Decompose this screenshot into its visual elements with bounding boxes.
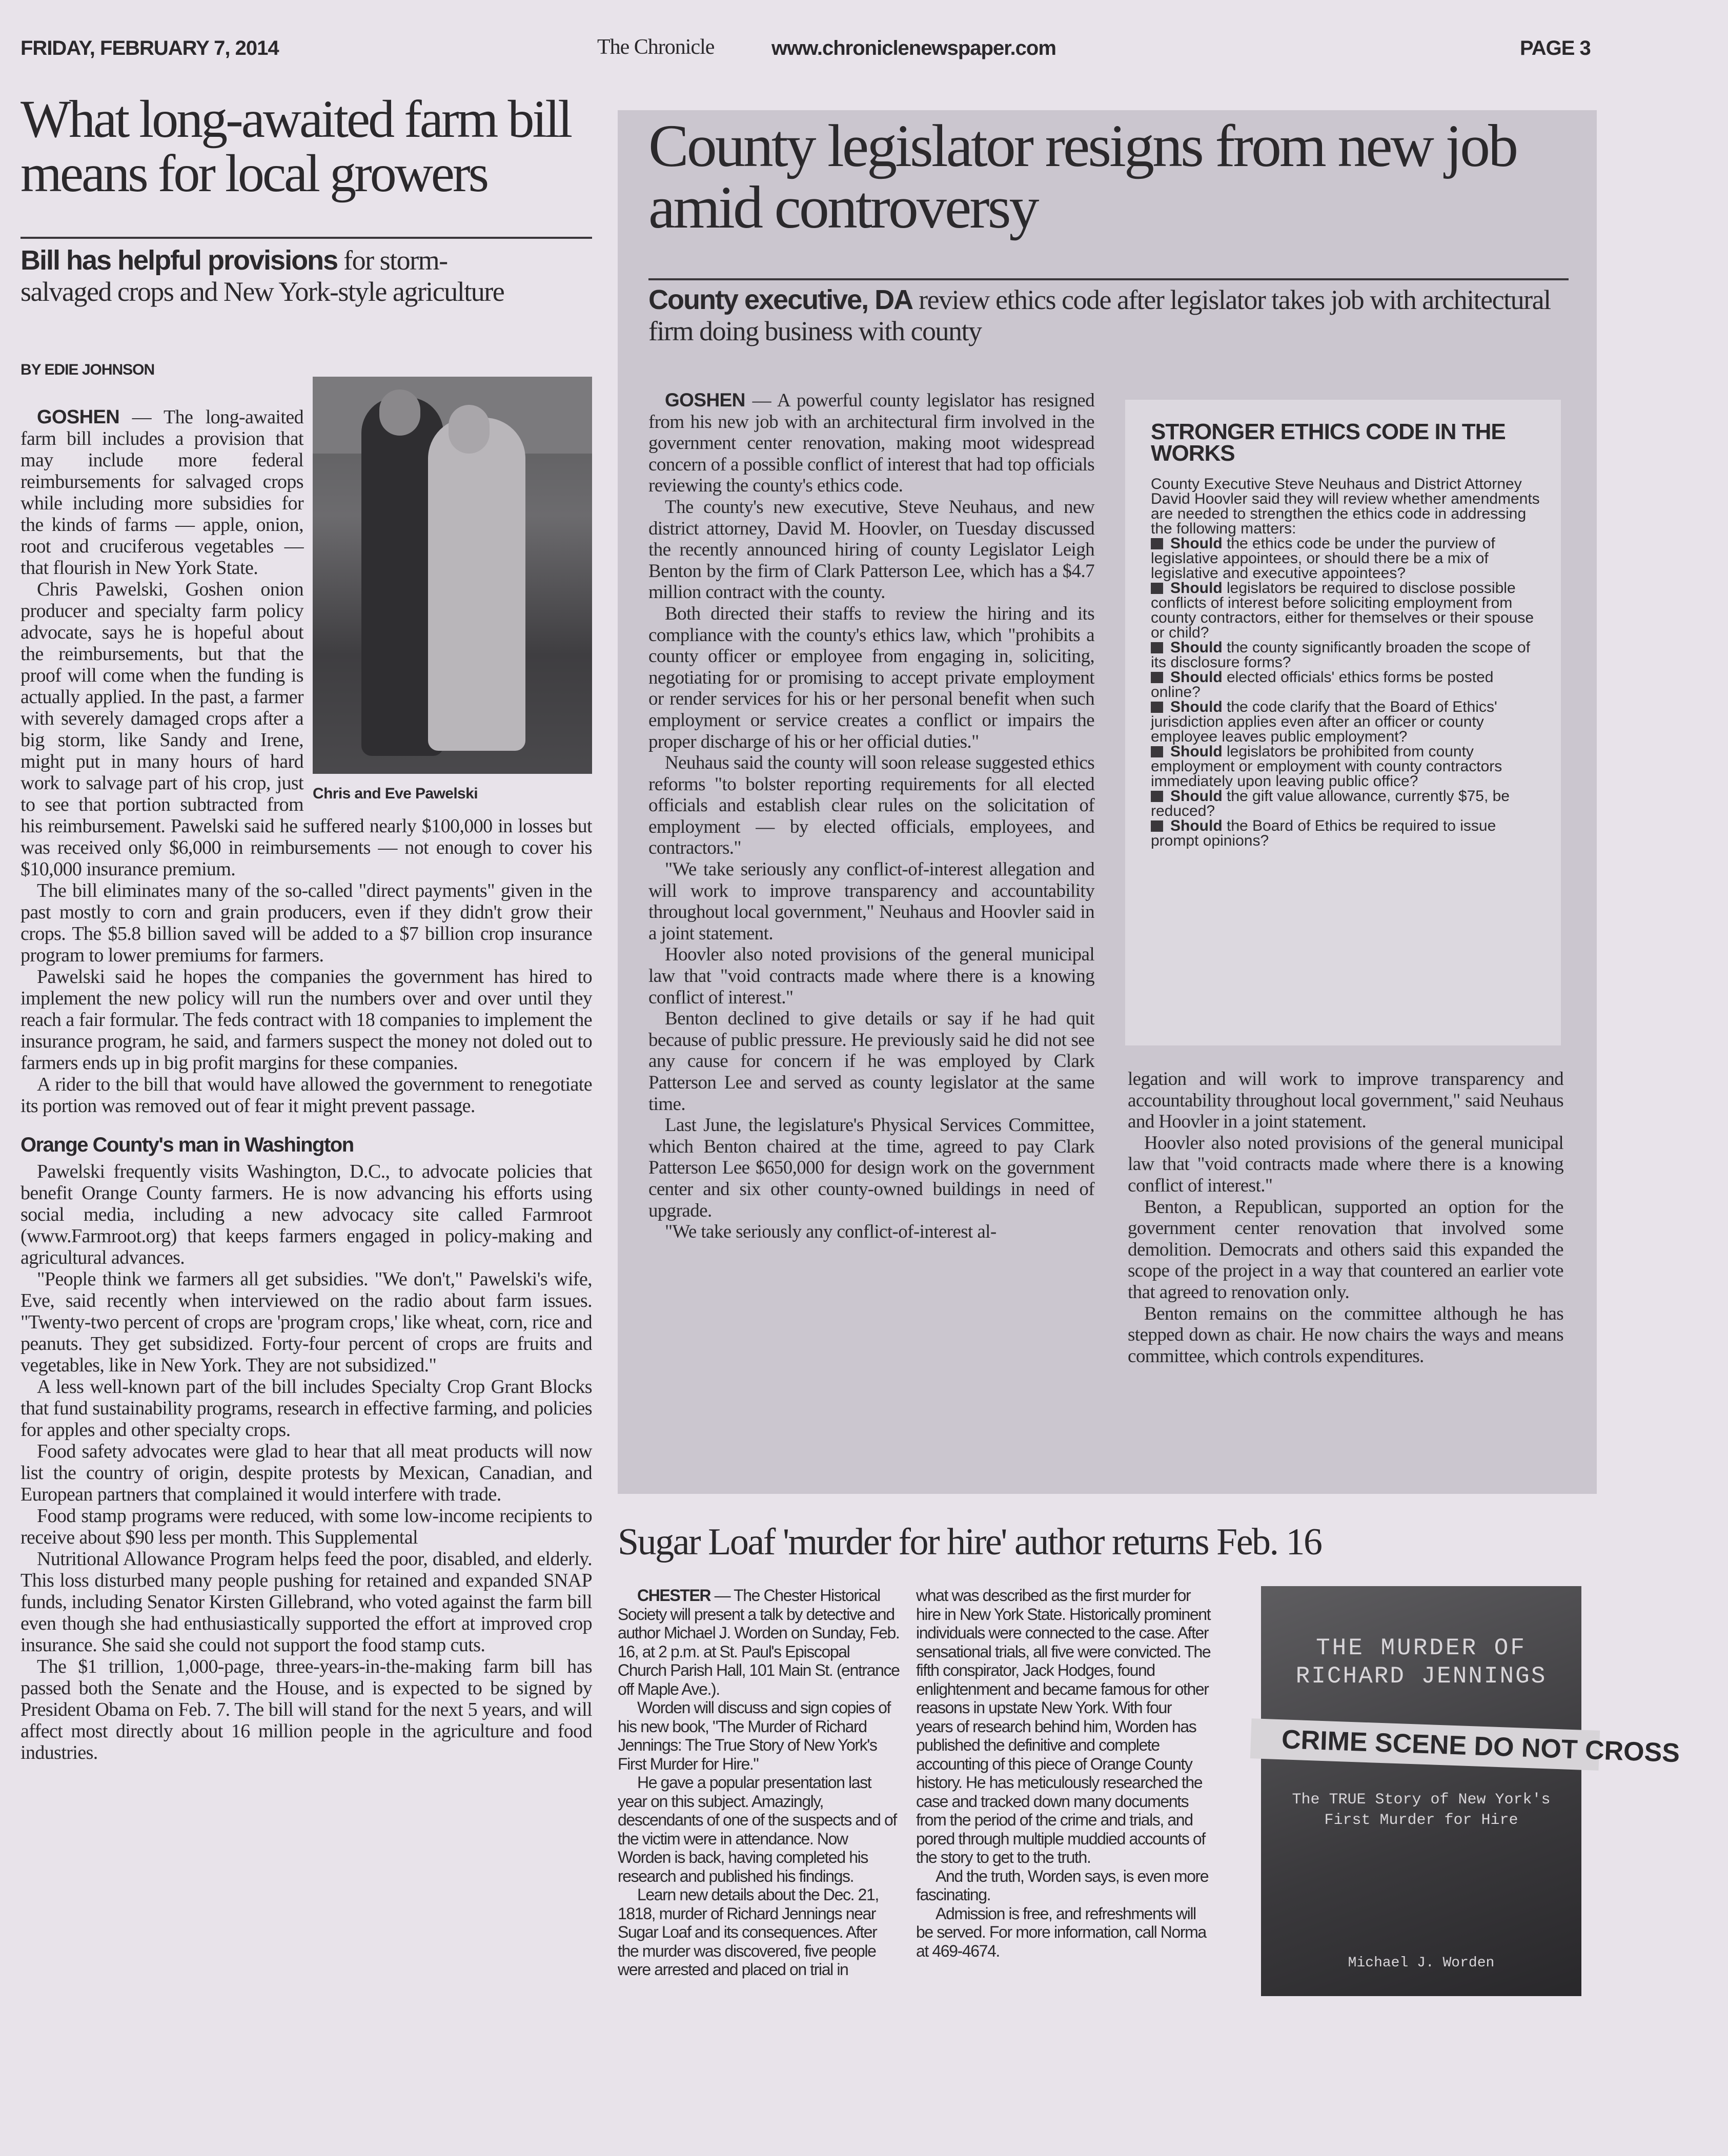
deck-bold: Bill has helpful provisions bbox=[21, 245, 338, 276]
paragraph: The bill eliminates many of the so-called "direct payments" given in the past mostly to corn and grain producers, even if they didn't grow their crops. The $5.8 billion saved will be added to a $7 billion crop insurance program to lower premiums for farmers. bbox=[21, 880, 592, 966]
bullet-square-icon bbox=[1151, 791, 1163, 802]
dateline: GOSHEN bbox=[37, 406, 120, 428]
paragraph: "We take seriously any conflict-of-interest al- bbox=[665, 1221, 997, 1243]
paragraph: Benton remains on the committee although he has stepped down as chair. He now chairs the ways and means committee, which controls expenditures. bbox=[1128, 1303, 1563, 1367]
sidebar-item: Should elected officials' ethics forms be posted online? bbox=[1151, 669, 1494, 701]
photo-figure bbox=[313, 377, 592, 805]
paragraph: Both directed their staffs to review the hiring and its compliance with the county's ethics law, which "prohibits a county officer or employee from engaging in, soliciting, negotiating for or promising to accept private employment or render services for his or her personal benefit when such employment or service creates a conflict or impairs the proper discharge of his or her official duties." bbox=[648, 603, 1094, 752]
sidebar-title: STRONGER ETHICS CODE IN THE WORKS bbox=[1151, 419, 1506, 466]
paragraph: He gave a popular presentation last year on this subject. Amazingly, descendants of one of the suspects and of the victim were in attendance. Now Worden is back, having completed his research and published his findings. bbox=[618, 1773, 897, 1885]
ethics-sidebar bbox=[1125, 400, 1561, 1045]
ethics-article-body bbox=[648, 389, 1094, 1243]
paragraph: Learn new details about the Dec. 21, 1818, murder of Richard Jennings near Sugar Loaf and its consequences. After the murder was discovered, five people were arrested and placed on trial in bbox=[618, 1885, 879, 1979]
book-cover-image bbox=[1261, 1586, 1680, 1996]
ethics-headline: County legislator resigns from new job amid controversy bbox=[648, 112, 1517, 241]
bullet-square-icon bbox=[1151, 820, 1163, 832]
sidebar-intro: County Executive Steve Neuhaus and District Attorney David Hoovler said they will review whether amendments are needed to strengthen the ethics code in addressing the following matters: bbox=[1151, 476, 1540, 537]
sugar-loaf-column-1 bbox=[618, 1586, 900, 1979]
sidebar-item: Should the county significantly broaden the scope of its disclosure forms? bbox=[1151, 639, 1531, 671]
paragraph: — The long-awaited farm bill includes a provision that may include more federal reimbursements for salvaged crops while including more subsidies for the kinds of farms — apple, onion, root and cruciferous vegetables — that flourish in New York State. bbox=[21, 406, 303, 579]
ethics-deck bbox=[648, 284, 1571, 347]
paragraph: — A powerful county legislator has resigned from his new job with an architectural firm involved in the government center renovation, making moot widespread concern of a possible conflict of interest that had top officials reviewing the county's ethics code. bbox=[648, 390, 1094, 497]
paragraph: what was described as the first murder for hire in New York State. Historically prominent individuals were connected to the case. After sensational trials, all five were convicted. The fifth conspirator, Jack Hodges, found enlightenment and became famous for other reasons in upstate New York. With four years of research behind him, Worden has published the definitive and complete accounting of this piece of Orange County history. He has meticulously researched the case and tracked down many documents from the period of the crime and trials, and pored through multiple muddied accounts of the story to get to the truth. bbox=[916, 1586, 1211, 1866]
paragraph: The $1 trillion, 1,000-page, three-years-in-the-making farm bill has passed both the Senate and the House, and is expected to be signed by President Obama on Feb. 7. The bill will stand for the next 5 years, and will affect most directly about 16 million people in the agriculture and food industries. bbox=[21, 1656, 592, 1763]
sidebar-item: Should the gift value allowance, currently $75, be reduced? bbox=[1151, 788, 1510, 819]
dateline: GOSHEN bbox=[665, 389, 745, 410]
book-subtitle-line-2: First Murder for Hire bbox=[1324, 1812, 1518, 1829]
headline-rule bbox=[648, 278, 1569, 280]
paragraph: The county's new executive, Steve Neuhaus, and new district attorney, David M. Hoovler, on Tuesday discussed the recently announced hiring of county Legislator Leigh Benton by the firm of Clark Patterson Lee, which has a $4.7 million contract with the county. bbox=[648, 496, 1094, 603]
paragraph: Admission is free, and refreshments will be served. For more information, call Norma at 469-4674. bbox=[916, 1904, 1206, 1960]
deck-text: for storm-salvaged crops and New York-style agriculture bbox=[21, 245, 504, 307]
paragraph: "We take seriously any conflict-of-interest allegation and will work to improve transparency and accountability throughout local government," Neuhaus and Hoovler said in a joint statement. bbox=[648, 859, 1094, 944]
byline: BY EDIE JOHNSON bbox=[21, 361, 155, 378]
bullet-square-icon bbox=[1151, 672, 1163, 683]
section-subhead: Orange County's man in Washington bbox=[21, 1134, 354, 1156]
photo-caption: Chris and Eve Pawelski bbox=[313, 785, 478, 802]
book-title-line-1: THE MURDER OF bbox=[1316, 1635, 1527, 1661]
paragraph: A less well-known part of the bill includes Specialty Crop Grant Blocks that fund sustainability programs, research in effective farming, and policies for apples and other specialty crops. bbox=[21, 1376, 592, 1441]
paragraph: Nutritional Allowance Program helps feed the poor, disabled, and elderly. This loss disturbed many people pushing for retained and expanded SNAP funds, including Senator Kirsten Gillebrand, who voted against the farm bill even though she had enthusiastically supported the effort at improved crop insurance. She said she could not support the food stamp cuts. bbox=[21, 1548, 592, 1656]
paragraph: Neuhaus said the county will soon release suggested ethics reforms "to bolster reporting requirements for all elected officials and establish clear rules on the solicitation of employment — by elected officials, employees, and contractors." bbox=[648, 752, 1094, 859]
headline-rule bbox=[21, 237, 592, 239]
book-subtitle-line-1: The TRUE Story of New York's bbox=[1292, 1791, 1551, 1809]
bullet-square-icon bbox=[1151, 538, 1163, 549]
crime-scene-tape: CRIME SCENE DO NOT CROSS bbox=[1250, 1718, 1600, 1771]
ethics-article-continued bbox=[1128, 1069, 1563, 1367]
book-title-line-2: RICHARD JENNINGS bbox=[1295, 1663, 1547, 1690]
sugar-loaf-headline: Sugar Loaf 'murder for hire' author returns Feb. 16 bbox=[618, 1521, 1322, 1563]
bullet-square-icon bbox=[1151, 583, 1163, 594]
farm-article-body bbox=[21, 377, 592, 1763]
farm-headline: What long-awaited farm bill means for local growers bbox=[21, 90, 571, 203]
paragraph: Food stamp programs were reduced, with some low-income recipients to receive about $90 less per month. This Supplemental bbox=[21, 1505, 592, 1548]
issue-date: FRIDAY, FEBRUARY 7, 2014 bbox=[21, 37, 279, 59]
newspaper-name: The Chronicle bbox=[597, 35, 715, 59]
sugar-loaf-column-2 bbox=[916, 1586, 1211, 1960]
paragraph: Hoovler also noted provisions of the general municipal law that "void contracts made where there is a knowing conflict of interest." bbox=[648, 944, 1094, 1008]
sidebar-item: Should the Board of Ethics be required to issue prompt opinions? bbox=[1151, 817, 1496, 849]
website-link[interactable]: www.chroniclenewspaper.com bbox=[771, 37, 1056, 59]
deck-text: review ethics code after legislator takes job with architectural firm doing business with county bbox=[648, 284, 1551, 347]
sidebar-item: Should legislators be prohibited from county employment or employment with county contractors immediately upon leaving public office? bbox=[1151, 743, 1502, 790]
pawelski-photo bbox=[313, 377, 592, 774]
paragraph: — The Chester Historical Society will present a talk by detective and author Michael J. Worden on Sunday, Feb. 16, at 2 p.m. at St. Paul's Episcopal Church Parish Hall, 101 Main St. (entrance off Maple Ave.). bbox=[618, 1586, 900, 1698]
paragraph: Chris Pawelski, Goshen onion producer and specialty farm policy advocate, says he is hopeful about the reimbursements, but that the proof will come when the funding is actually applied. In the past, a farmer with severely damaged crops after a big storm, like Sandy and Irene, might put in many hours of hard work to salvage part of his crop, just to see that portion subtracted from his reimbursement. Pawelski said he suffered nearly $100,000 in losses but was received only $6,000 in reimbursements — not enough to cover his $10,000 insurance premium. bbox=[21, 579, 592, 880]
paragraph: legation and will work to improve transparency and accountability throughout local government," said Neuhaus and Hoovler in a joint statement. bbox=[1128, 1069, 1563, 1133]
paragraph: Last June, the legislature's Physical Services Committee, which Benton chaired at the time, agreed to pay Clark Patterson Lee $650,000 for design work on the government center and six other county-owned buildings in need of upgrade. bbox=[648, 1115, 1094, 1221]
paragraph: Benton declined to give details or say if he had quit because of public pressure. He previously said he did not see any cause for concern if he was employed by Clark Patterson Lee and served as county legislator at the same time. bbox=[648, 1008, 1094, 1115]
paragraph: And the truth, Worden says, is even more fascinating. bbox=[916, 1866, 1209, 1904]
paragraph: Food safety advocates were glad to hear that all meat products will now list the country of origin, despite protests by Mexican, Canadian, and European partners that complained it would interfere with trade. bbox=[21, 1441, 592, 1505]
bullet-square-icon bbox=[1151, 702, 1163, 713]
bullet-square-icon bbox=[1151, 642, 1163, 653]
paragraph: Pawelski frequently visits Washington, D.C., to advocate policies that benefit Orange County farmers. He is now advancing his efforts using social media, including a new advocacy site called Farmroot (www.Farmroot.org) that keeps farmers engaged in policy-making and agricultural advances. bbox=[21, 1161, 592, 1268]
farm-deck bbox=[21, 245, 533, 307]
dateline: CHESTER bbox=[637, 1586, 711, 1605]
book-author: Michael J. Worden bbox=[1348, 1955, 1495, 1971]
paragraph: A rider to the bill that would have allowed the government to renegotiate its portion was removed out of fear it might prevent passage. bbox=[21, 1074, 592, 1117]
bullet-square-icon bbox=[1151, 746, 1163, 757]
paragraph: Worden will discuss and sign copies of his new book, "The Murder of Richard Jennings: The True Story of New York's First Murder for Hire." bbox=[618, 1698, 891, 1773]
sidebar-item: Should the code clarify that the Board of Ethics' jurisdiction applies even after an officer or county employee leaves public employment? bbox=[1151, 699, 1497, 745]
deck-bold: County executive, DA bbox=[648, 284, 913, 315]
sidebar-item: Should the ethics code be under the purview of legislative appointees, or should there be a mix of legislative and executive appointees? bbox=[1151, 535, 1495, 582]
paragraph: Hoovler also noted provisions of the general municipal law that "void contracts made where there is a knowing conflict of interest." bbox=[1128, 1132, 1563, 1196]
paragraph: "People think we farmers all get subsidies. "We don't," Pawelski's wife, Eve, said recently when interviewed on the radio about farm issues. "Twenty-two percent of crops are 'program crops,' like wheat, corn, rice and peanuts. They get subsidized. Forty-four percent of crops are fruits and vegetables, like in New York. They are not subsidized." bbox=[21, 1268, 592, 1376]
paragraph: Pawelski said he hopes the companies the government has hired to implement the new policy will run the numbers over and over until they reach a fair formular. The feds contract with 18 companies to implement the insurance program, he said, and farmers suspect the money not doled out to farmers ends up in big profit margins for these companies. bbox=[21, 966, 592, 1074]
paragraph: Benton, a Republican, supported an option for the government center renovation that involved some demolition. Democrats and others said this expanded the scope of the project in a way that countered an earlier vote that agreed to renovation only. bbox=[1128, 1196, 1563, 1303]
page-number: PAGE 3 bbox=[1520, 37, 1591, 59]
sidebar-item: Should legislators be required to disclose possible conflicts of interest before soliciting employment from county contractors, either for themselves or their spouse or child? bbox=[1151, 580, 1534, 641]
